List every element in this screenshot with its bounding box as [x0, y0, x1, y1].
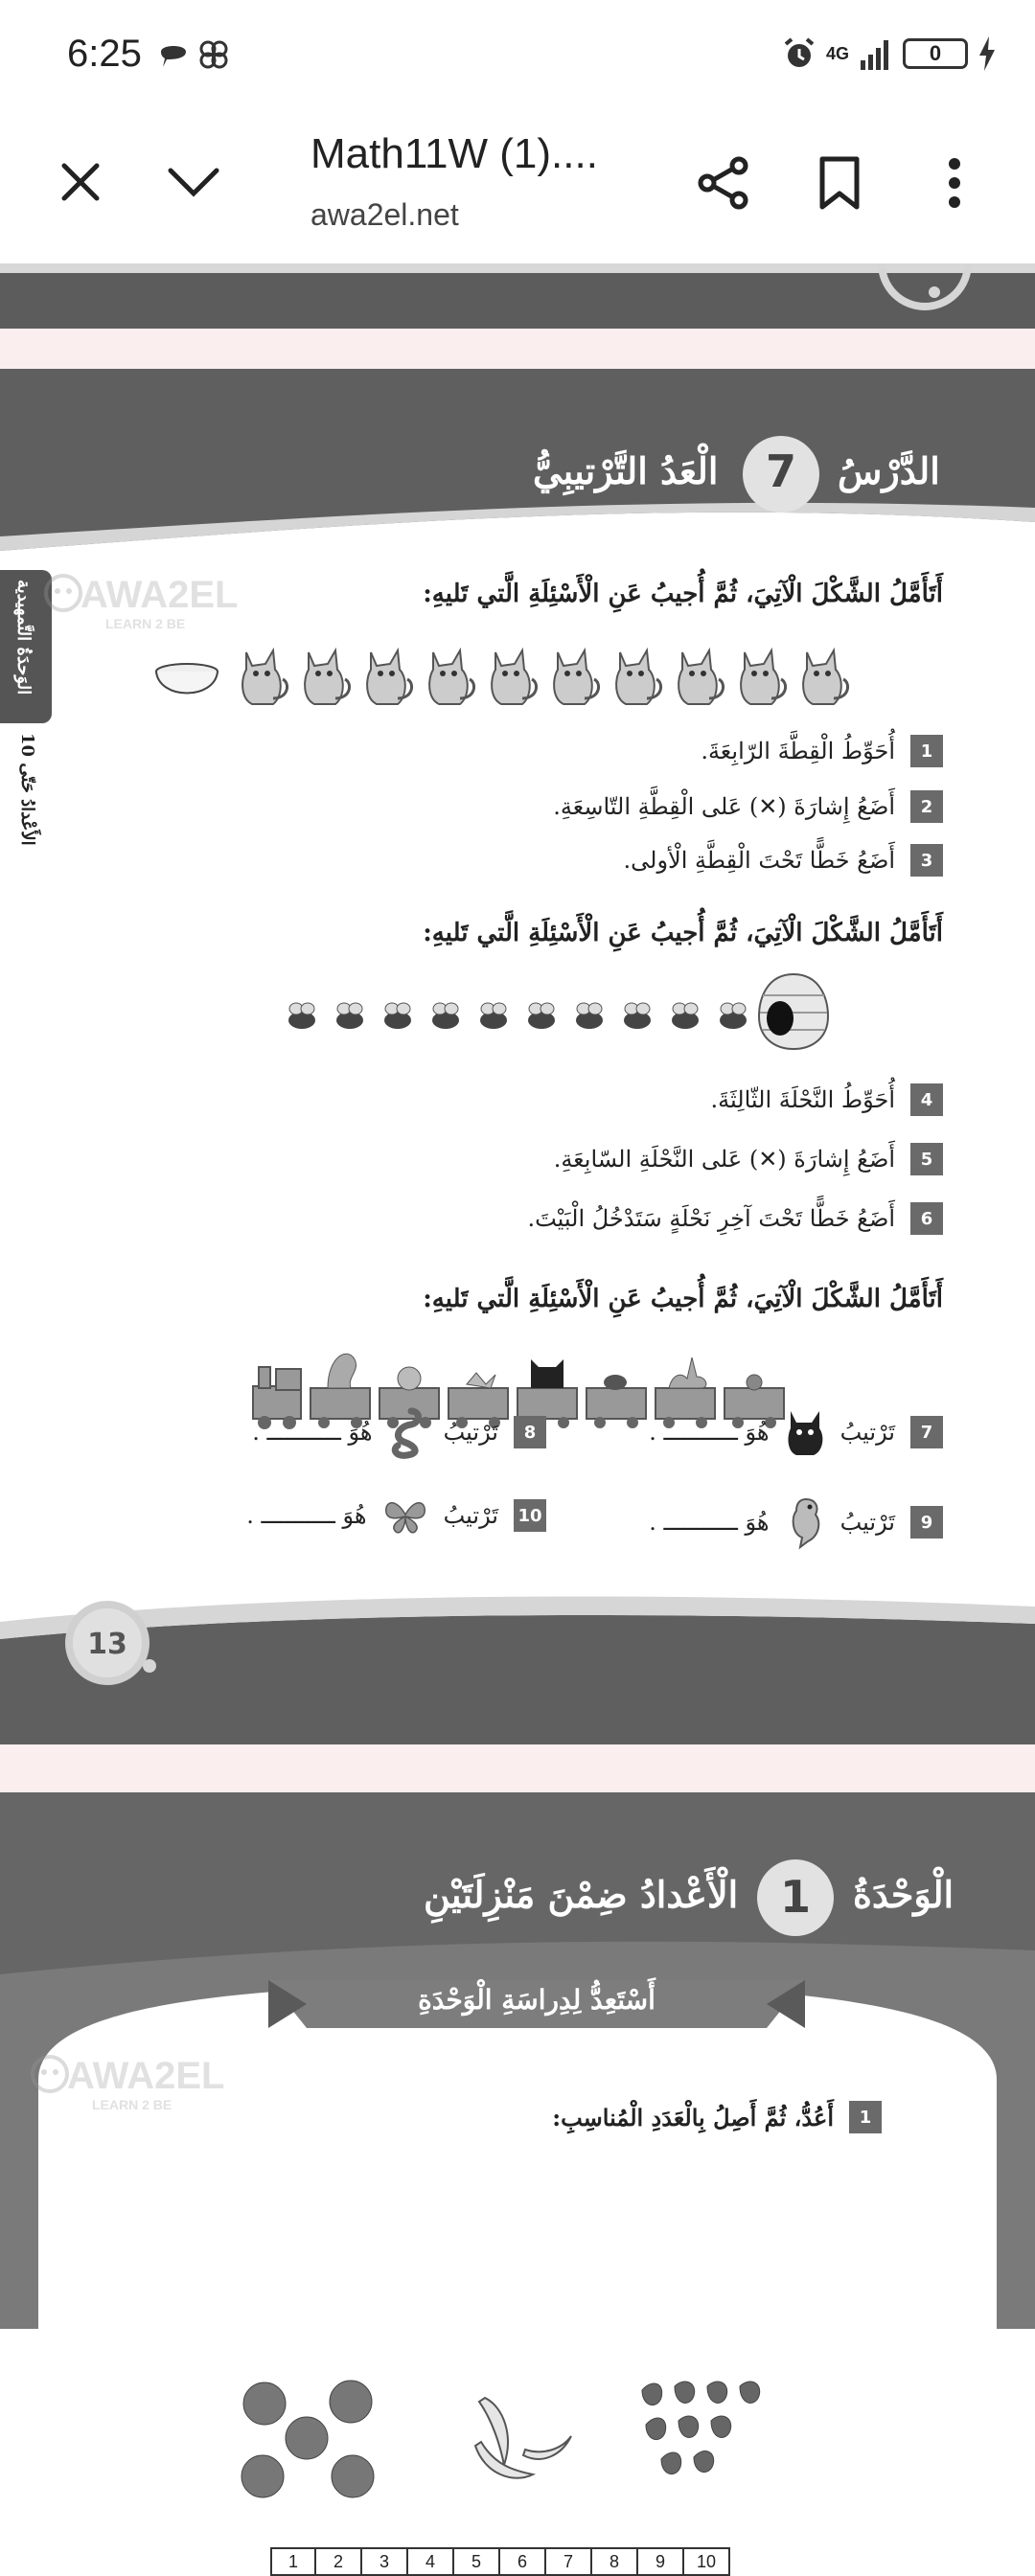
watermark-tagline: LEARN 2 BE — [105, 616, 186, 631]
question-number: 1 — [849, 2101, 882, 2133]
page-footer-band — [0, 263, 1035, 329]
signal-strength-icon — [859, 37, 893, 70]
side-unit-label: الوَحدَةُ التَّمهيدية — [13, 580, 34, 695]
watermark-brand: AWA2EL — [67, 2055, 225, 2097]
page-url[interactable]: awa2el.net — [310, 197, 459, 232]
section3-header: أَتَأَمَّلُ الشَّكْلَ الْآتِيَ، ثُمَّ أُجيبُ عَنِ الْأَسْئِلَةِ الَّتي تَليهِ: — [423, 1285, 943, 1313]
number-cell: 10 — [684, 2547, 730, 2576]
question-suffix: هُوَ ـــــــــــ . — [246, 1502, 367, 1529]
question-text: أَضَعُ إِشارَةَ (✕) عَلى النَّحْلَةِ السّابِعَةِ. — [553, 1146, 895, 1173]
question-number: 1 — [910, 735, 943, 767]
previous-page-footer — [0, 263, 1035, 329]
snake-icon — [388, 1407, 428, 1457]
question-5 — [554, 1143, 943, 1175]
parrot-icon — [785, 1495, 825, 1549]
question-number: 3 — [910, 844, 943, 877]
bee-icon — [474, 999, 513, 1034]
beehive-icon — [755, 970, 832, 1053]
question-number: 9 — [910, 1506, 943, 1539]
number-cell: 6 — [500, 2547, 546, 2576]
bookmark-icon — [817, 155, 862, 211]
cat-icon — [785, 1407, 825, 1457]
question-6 — [527, 1202, 943, 1235]
question-number: 2 — [910, 790, 943, 823]
question-3 — [624, 844, 943, 877]
question-9 — [649, 1495, 943, 1549]
lesson-footer-band — [0, 1582, 1035, 1744]
number-line — [270, 2547, 730, 2576]
bee-icon — [522, 999, 561, 1034]
question-4 — [711, 1083, 943, 1116]
butterfly-icon — [382, 1495, 428, 1536]
number-cell: 7 — [546, 2547, 592, 2576]
charging-bolt-icon — [978, 36, 997, 71]
number-cell: 8 — [592, 2547, 638, 2576]
question-prefix: تَرْتيبُ — [443, 1502, 498, 1529]
question-prefix: تَرْتيبُ — [840, 1509, 895, 1536]
watermark-mascot-icon — [29, 2051, 71, 2099]
bee-icon — [283, 999, 321, 1034]
question-text: أَضَعُ خَطًّا تَحْتَ الْقِطَّةِ الْأولى. — [623, 847, 895, 874]
question-number: 4 — [910, 1083, 943, 1116]
question-text: أَضَعُ خَطًّا تَحْتَ آخِرِ نَحْلَةٍ سَتَدْخُلُ الْبَيْتَ. — [527, 1205, 895, 1232]
question-text: أَضَعُ إِشارَةَ (✕) عَلى الْقِطَّةِ التّاسِعَةِ. — [553, 793, 895, 820]
cat-icon — [733, 645, 791, 708]
question-2 — [553, 790, 943, 823]
network-type-label: 4G — [825, 43, 849, 63]
question-7 — [649, 1407, 943, 1457]
cat-icon — [235, 645, 292, 708]
cat-icon — [671, 645, 728, 708]
section1-header: أَتَأَمَّلُ الشَّكْلَ الْآتِيَ، ثُمَّ أُجيبُ عَنِ الْأَسْئِلَةِ الَّتي تَليهِ: — [423, 580, 943, 608]
browser-toolbar — [0, 105, 1035, 268]
question-number: 10 — [514, 1499, 546, 1532]
page-number: 13 — [87, 1628, 127, 1661]
bananas-icon — [466, 2379, 581, 2494]
battery-level: 0 — [929, 41, 942, 65]
page-title[interactable]: Math11W (1).... — [310, 130, 598, 177]
bee-icon — [379, 999, 417, 1034]
cat-icon — [609, 645, 666, 708]
bowl-icon — [153, 662, 220, 706]
watermark-tagline: LEARN 2 BE — [92, 2097, 172, 2112]
number-cell: 3 — [362, 2547, 408, 2576]
close-icon — [58, 160, 103, 204]
cat-icon — [795, 645, 853, 708]
question-8 — [252, 1407, 546, 1457]
question-text: أُحَوِّطُ النَّحْلَةَ الثّالِثَةَ. — [710, 1086, 895, 1113]
system-status-icons — [782, 36, 997, 71]
section2-header: أَتَأَمَّلُ الشَّكْلَ الْآتِيَ، ثُمَّ أُجيبُ عَنِ الْأَسْئِلَةِ الَّتي تَليهِ: — [423, 919, 943, 947]
status-time: 6:25 — [67, 33, 142, 75]
prepare-banner-title: أَسْتَعِدُّ لِدِراسَةِ الْوَحْدَةِ — [418, 1984, 656, 2016]
battery-indicator — [903, 38, 968, 69]
cat-icon — [422, 645, 479, 708]
lesson-label: الدَّرْسُ — [838, 449, 940, 492]
bee-icon — [570, 999, 609, 1034]
side-unit-tab — [0, 570, 52, 896]
leaves-group-icon — [632, 2379, 776, 2494]
question-number: 8 — [514, 1416, 546, 1448]
lesson-title: الْعَدُ التَّرْتيبِيُّ — [533, 449, 719, 492]
question-number: 6 — [910, 1202, 943, 1235]
question-text: أَعُدُّ، ثُمَّ أَصِلُ بِالْعَدَدِ الْمُناسِبِ: — [552, 2103, 834, 2131]
prepare-question-1 — [552, 2101, 882, 2133]
cat-icon — [484, 645, 541, 708]
bee-icon — [666, 999, 704, 1034]
more-vertical-icon — [947, 156, 962, 210]
question-prefix: تَرْتيبُ — [840, 1419, 895, 1446]
collapse-button[interactable] — [165, 153, 222, 211]
question-suffix: هُوَ ـــــــــــ . — [252, 1419, 373, 1446]
pinwheel-icon — [197, 38, 230, 71]
lesson-page — [0, 369, 1035, 1744]
status-bar — [0, 0, 1035, 105]
watermark-brand: AWA2EL — [80, 574, 239, 616]
unit-title: الْأَعْدادُ ضِمْنَ مَنْزِلَتَيْنِ — [424, 1873, 739, 1916]
question-text: أُحَوِّطُ الْقِطَّةَ الرّابِعَةَ. — [701, 738, 895, 764]
bookmark-button[interactable] — [811, 151, 868, 215]
document-viewer[interactable] — [0, 263, 1035, 2571]
number-cell: 9 — [638, 2547, 684, 2576]
question-number: 7 — [910, 1416, 943, 1448]
alarm-icon — [782, 36, 816, 71]
question-1 — [701, 735, 943, 767]
share-button[interactable] — [692, 151, 755, 215]
number-cell: 4 — [408, 2547, 454, 2576]
number-cell: 5 — [454, 2547, 500, 2576]
unit-page — [0, 1792, 1035, 2571]
chat-bubble-icon — [157, 38, 190, 71]
unit-number: 1 — [779, 1871, 811, 1923]
side-unit-title: الأَعْدادُ حَتّى 10 — [17, 733, 37, 846]
lesson-number: 7 — [765, 445, 796, 497]
question-suffix: هُوَ ـــــــــــ . — [649, 1509, 770, 1536]
notification-icons — [157, 38, 230, 71]
cat-icon — [297, 645, 355, 708]
close-button[interactable] — [52, 153, 109, 211]
number-cell: 1 — [270, 2547, 316, 2576]
pomegranates-icon — [238, 2377, 381, 2501]
number-cell: 2 — [316, 2547, 362, 2576]
bees-row — [278, 970, 834, 1057]
question-suffix: هُوَ ـــــــــــ . — [649, 1419, 770, 1446]
bee-icon — [331, 999, 369, 1034]
cats-row — [153, 645, 862, 712]
question-10 — [246, 1495, 546, 1536]
chevron-down-icon — [167, 163, 220, 201]
share-icon — [696, 155, 751, 211]
bee-icon — [618, 999, 656, 1034]
cat-icon — [359, 645, 417, 708]
question-prefix: تَرْتيبُ — [443, 1419, 498, 1446]
cat-icon — [546, 645, 604, 708]
bee-icon — [426, 999, 465, 1034]
bee-icon — [714, 999, 752, 1034]
watermark-mascot-icon — [42, 570, 84, 618]
unit-label: الْوَحْدَةُ — [853, 1873, 954, 1916]
question-number: 5 — [910, 1143, 943, 1175]
more-options-button[interactable] — [928, 151, 981, 215]
